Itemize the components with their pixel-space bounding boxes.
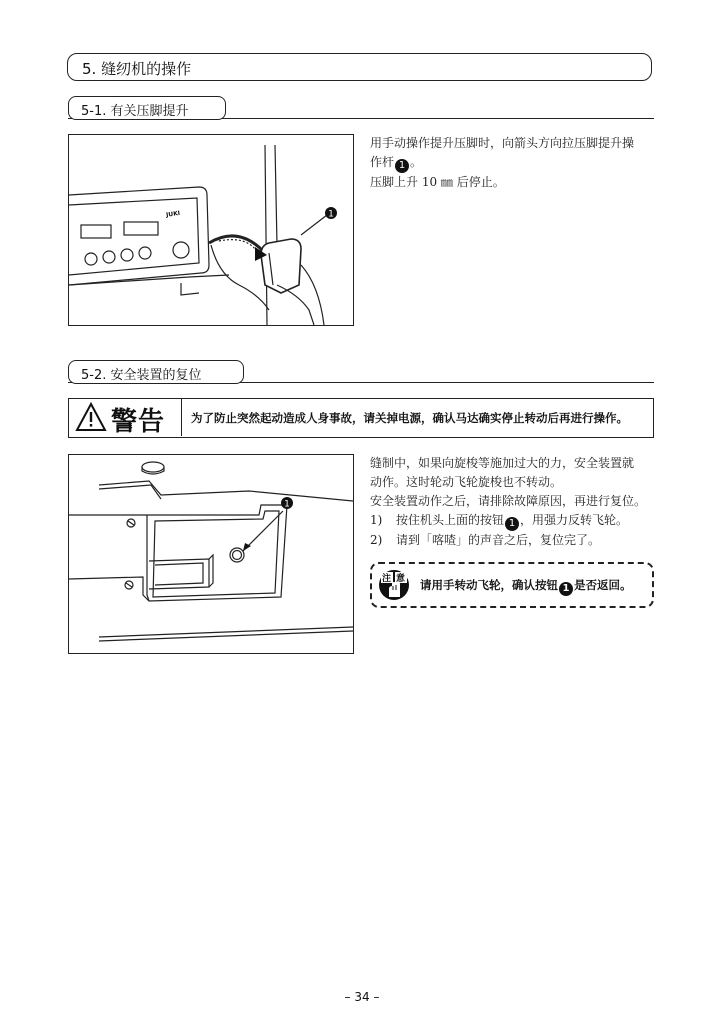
section2-step1 [370, 511, 660, 531]
warning-title: 警告 [111, 407, 166, 437]
step1-text-b: ，用强力反转飞轮。 [520, 513, 629, 527]
section2-para3: 安全装置动作之后，请排除故障原因，再进行复位。 [370, 494, 647, 508]
section2-step2 [370, 531, 660, 550]
caution-text [420, 577, 632, 596]
figure-safety-button [68, 454, 354, 654]
caution-text-b: 是否返回。 [574, 578, 632, 592]
section-tab-5-1 [68, 96, 226, 120]
caution-label-right: 意 [396, 574, 406, 584]
caution-icon [378, 569, 410, 601]
section-title: 5-1. 有关压脚提升 [81, 104, 189, 119]
page-number: – 34 – [344, 990, 380, 1004]
step1-text-a: 按住机头上面的按钮 [396, 513, 505, 527]
section2-para2: 动作。这时轮动飞轮旋梭也不转动。 [370, 475, 563, 489]
section-title: 5-2. 安全装置的复位 [81, 368, 202, 383]
section1-text [370, 134, 660, 192]
step2-text: 请到「喀喳」的声音之后，复位完了。 [396, 533, 601, 547]
section-tab-5-2 [68, 360, 244, 384]
callout-1-figure1: 1 [328, 209, 334, 220]
section1-para1-end: 。 [410, 155, 423, 169]
caution-label-left: 注 [382, 574, 392, 584]
warning-label [69, 399, 182, 436]
section1-para2: 压脚上升 10 ㎜ 后停止。 [370, 175, 505, 189]
warning-triangle-icon [75, 402, 107, 432]
callout-1-inline: 1 [395, 159, 409, 173]
juki-logo: JUKI [165, 209, 181, 219]
step-number: 2) [370, 533, 383, 547]
warning-box [68, 398, 654, 438]
step-number: 1) [370, 513, 383, 527]
section1-para1-line1: 用手动操作提升压脚时，向箭头方向拉压脚提升操 [370, 136, 635, 150]
warning-text: 为了防止突然起动造成人身事故，请关掉电源，确认马达确实停止转动后再进行操作。 [191, 411, 628, 425]
figure-presser-foot-lever [68, 134, 354, 326]
callout-1-figure2: 1 [284, 499, 290, 510]
caution-note [370, 562, 654, 608]
presser-lever-illustration [69, 135, 353, 325]
section2-text [370, 454, 660, 550]
caution-text-a: 请用手转动飞轮，确认按钮 [420, 578, 558, 592]
callout-1-inline: 1 [505, 517, 519, 531]
chapter-header [67, 53, 652, 81]
chapter-title: 5. 缝纫机的操作 [82, 60, 192, 78]
section2-para1: 缝制中，如果向旋梭等施加过大的力，安全装置就 [370, 456, 635, 470]
safety-button-illustration [69, 455, 353, 653]
callout-1-inline: 1 [559, 582, 573, 596]
section1-para1-line2: 作杆 [370, 155, 395, 169]
